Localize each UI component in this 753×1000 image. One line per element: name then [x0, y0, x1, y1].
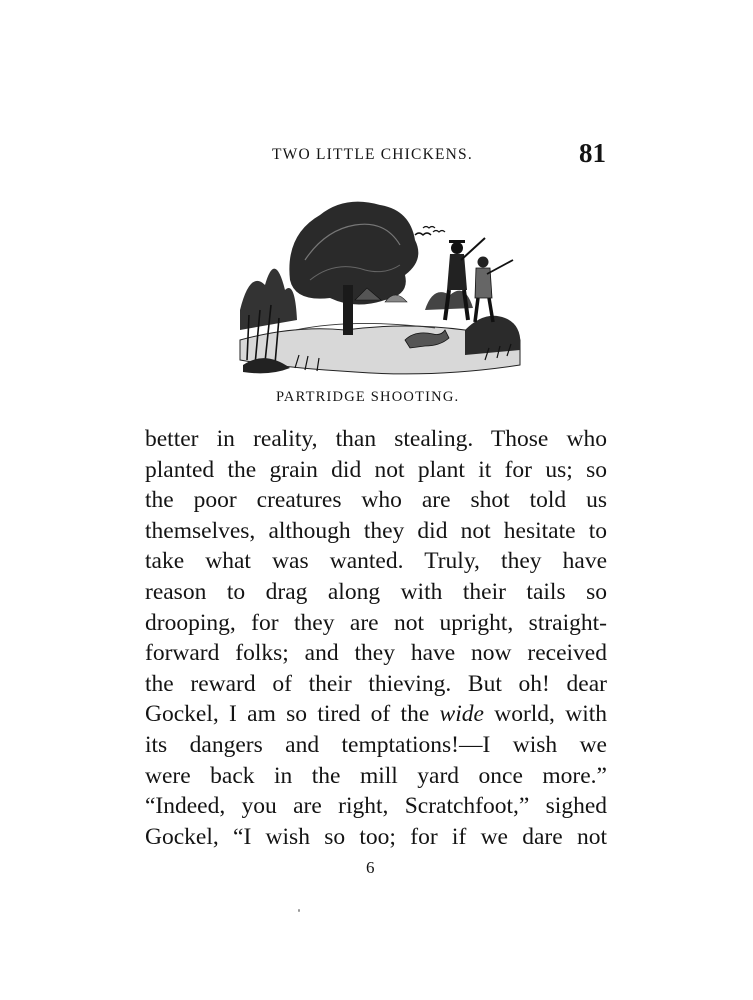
illustration-caption: PARTRIDGE SHOOTING.	[276, 389, 460, 405]
text-line: forward folks; and they have now received	[145, 640, 607, 667]
text-line: Gockel, “I wish so too; for if we dare not	[145, 823, 607, 850]
text-line: were back in the mill yard once more.”	[145, 762, 607, 789]
running-head-title: TWO LITTLE CHICKENS.	[272, 146, 473, 163]
text-line: “Indeed, you are right, Scratchfoot,” sighed	[145, 793, 607, 820]
text-line: reason to drag along with their tails so	[145, 578, 607, 605]
text-line	[145, 699, 607, 730]
text-line: planted the grain did not plant it for us; so	[145, 456, 607, 483]
text-line: better in reality, than stealing. Those who	[145, 426, 607, 452]
text-line: the poor creatures who are shot told us	[145, 487, 607, 514]
emphasized-word: wide	[439, 701, 484, 728]
page-number: 81	[579, 138, 606, 168]
body-text	[145, 424, 607, 852]
text-segment: Gockel, I am so tired of the	[145, 701, 440, 728]
partridge-shooting-illustration	[235, 190, 525, 380]
signature-mark: 6	[366, 858, 375, 877]
text-segment: world, with	[483, 701, 607, 728]
text-line: its dangers and temptations!—I wish we	[145, 731, 607, 758]
text-line: the reward of their thieving. But oh! dear	[145, 670, 607, 697]
text-line: take what was wanted. Truly, they have	[145, 548, 607, 575]
text-line: drooping, for they are not upright, straight-	[145, 609, 607, 636]
paper-speck	[298, 909, 300, 912]
text-line: themselves, although they did not hesitate to	[145, 517, 607, 544]
